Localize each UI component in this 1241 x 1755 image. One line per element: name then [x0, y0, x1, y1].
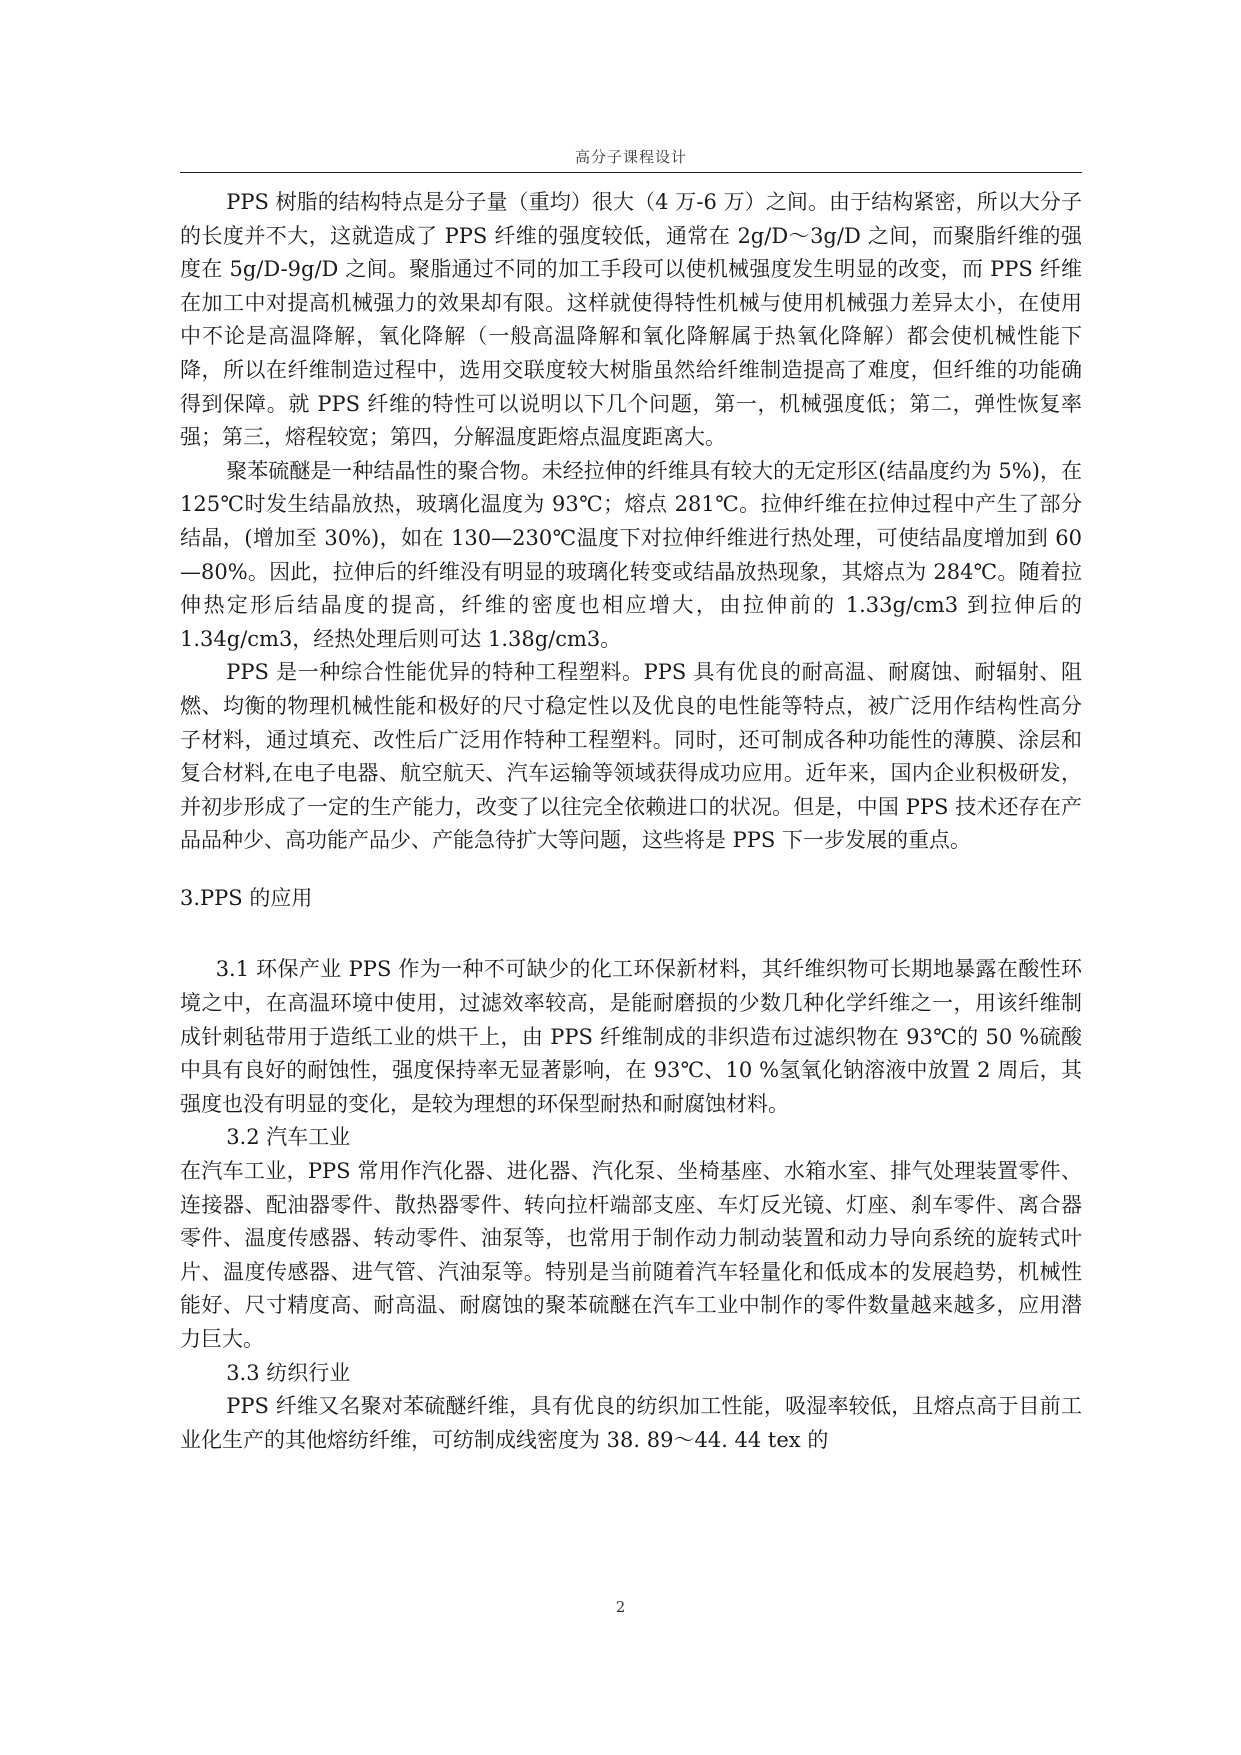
paragraph-textile-industry: PPS 纤维又名聚对苯硫醚纤维，具有优良的纺织加工性能，吸湿率较低，且熔点高于目前工业化生产的其他熔纺纤维，可纺制成线密度为 38. 89～44. 44 tex 的: [180, 1394, 1082, 1452]
paragraph-environmental-industry: 3.1 环保产业 PPS 作为一种不可缺少的化工环保新材料，其纤维织物可长期地暴露在酸性环境之中，在高温环境中使用，过滤效率较高，是能耐磨损的少数几种化学纤维之一，用该纤维制成针刺毡带用于造纸工业的烘干上，由 PPS 纤维制成的非织造布过滤织物在 93℃的 50 %硫酸中具有良好的耐蚀性，强度保持率无显著影响，在 93℃、10 %氢氧化钠溶液中放置 2 周后，其强度也没有明显的变化，是较为理想的环保型耐热和耐腐蚀材料。: [180, 957, 1082, 1116]
paragraph-automotive-industry: 在汽车工业，PPS 常用作汽化器、进化器、汽化泵、坐椅基座、水箱水室、排气处理装置零件、连接器、配油器零件、散热器零件、转向拉杆端部支座、车灯反光镜、灯座、刹车零件、离合器零件、温度传感器、转动零件、油泵等，也常用于制作动力制动装置和动力导向系统的旋转式叶片、温度传感器、进气管、汽油泵等。特别是当前随着汽车轻量化和低成本的发展趋势，机械性能好、尺寸精度高、耐高温、耐腐蚀的聚苯硫醚在汽车工业中制作的零件数量越来越多，应用潜力巨大。: [180, 1159, 1082, 1351]
paragraph-pps-crystallinity: 聚苯硫醚是一种结晶性的聚合物。未经拉伸的纤维具有较大的无定形区(结晶度约为 5%)，在 125℃时发生结晶放热，玻璃化温度为 93℃；熔点 281℃。拉伸纤维在拉伸过程中产生了部分结晶，(增加至 30%)，如在 130—230℃温度下对拉伸纤维进行热处理，可使结晶度增加到 60—80%。因此，拉伸后的纤维没有明显的玻璃化转变或结晶放热现象，其熔点为 284℃。随着拉伸热定形后结晶度的提高，纤维的密度也相应增大，由拉伸前的 1.33g/cm3 到拉伸后的 1.34g/cm3，经热处理后则可达 1.38g/cm3。: [180, 458, 1082, 651]
page-header-title: 高分子课程设计: [574, 148, 687, 166]
spacer: [180, 858, 1082, 882]
subsection-heading-textile: 3.3 纺织行业: [226, 1360, 351, 1385]
page-number: 2: [615, 1598, 626, 1616]
spacer: [180, 915, 1082, 953]
paragraph-pps-structure: PPS 树脂的结构特点是分子量（重均）很大（4 万-6 万）之间。由于结构紧密，所以大分子的长度并不大，这就造成了 PPS 纤维的强度较低，通常在 2g/D～3g/D 之间，而聚脂纤维的强度在 5g/D-9g/D 之间。聚脂通过不同的加工手段可以使机械强度发生明显的改变，而 PPS 纤维在加工中对提高机械强力的效果却有限。这样就使得特性机械与使用机械强力差异太小，在使用中不论是高温降解，氧化降解（一般高温降解和氧化降解属于热氧化降解）都会使机械性能下降，所以在纤维制造过程中，选用交联度较大树脂虽然给纤维制造提高了难度，但纤维的功能确得到保障。就 PPS 纤维的特性可以说明以下几个问题，第一，机械强度低；第二，弹性恢复率强；第三，熔程较宽；第四，分解温度距熔点温度距离大。: [180, 190, 1082, 450]
section-heading-applications: 3.PPS 的应用: [180, 885, 313, 910]
document-body: [180, 186, 1082, 1457]
header-divider: [180, 172, 1082, 173]
subsection-heading-automotive: 3.2 汽车工业: [226, 1125, 351, 1150]
paragraph-pps-overview: PPS 是一种综合性能优异的特种工程塑料。PPS 具有优良的耐高温、耐腐蚀、耐辐射、阻燃、均衡的物理机械性能和极好的尺寸稳定性以及优良的电性能等特点，被广泛用作结构性高分子材料，通过填充、改性后广泛用作特种工程塑料。同时，还可制成各种功能性的薄膜、涂层和复合材料,在电子电器、航空航天、汽车运输等领域获得成功应用。近年来，国内企业积极研发，并初步形成了一定的生产能力，改变了以往完全依赖进口的状况。但是，中国 PPS 技术还存在产品品种少、高功能产品少、产能急待扩大等问题，这些将是 PPS 下一步发展的重点。: [180, 660, 1082, 853]
